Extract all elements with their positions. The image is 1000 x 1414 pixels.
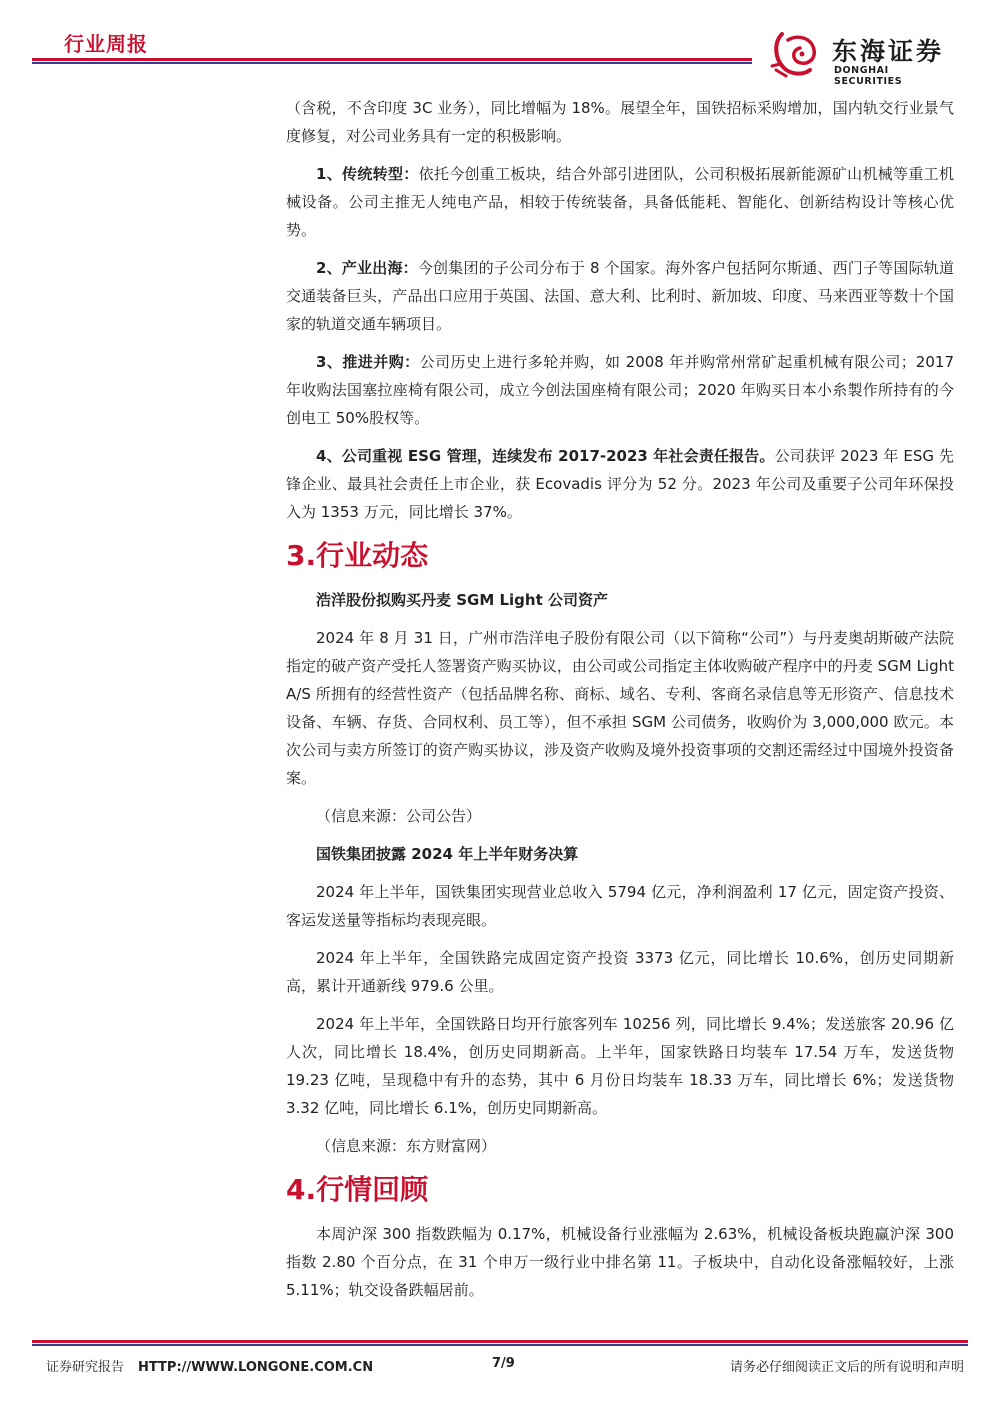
news-source: （信息来源：公司公告）	[316, 807, 482, 825]
footer-left	[46, 1356, 373, 1375]
news-title: 国铁集团披露 2024 年上半年财务决算	[316, 845, 579, 863]
list-item	[286, 254, 954, 338]
news-paragraph: 2024 年上半年，国铁集团实现营业总收入 5794 亿元，净利润盈利 17 亿元，固定资产投资、客运发送量等指标均表现亮眼。	[286, 883, 954, 929]
item-lead: 4、公司重视 ESG 管理，连续发布 2017-2023 年社会责任报告。	[316, 447, 775, 465]
news-source: （信息来源：东方财富网）	[316, 1137, 497, 1155]
list-item	[286, 160, 954, 244]
page-number: 7/9	[492, 1356, 515, 1371]
header-divider	[32, 58, 752, 64]
market-review-paragraph: 本周沪深 300 指数跌幅为 0.17%，机械设备行业涨幅为 2.63%，机械设备板块跑赢沪深 300 指数 2.80 个百分点，在 31 个申万一级行业中排名第 11。子板块中，自动化设备涨幅较好，上涨 5.11%；轨交设备跌幅居前。	[286, 1225, 954, 1299]
item-text: 公司获评 2023 年 ESG 先锋企业、最具社会责任上市企业，获 Ecovadis 评分为 52 分。2023 年公司及重要子公司年环保投入为 1353 万元，同比增长 37%。	[286, 447, 954, 521]
item-lead: 1、传统转型：	[316, 165, 419, 183]
intro-paragraph: （含税，不含印度 3C 业务），同比增幅为 18%。展望全年，国铁招标采购增加，国内轨交行业景气度修复，对公司业务具有一定的积极影响。	[286, 99, 954, 145]
dragon-logo-icon	[768, 26, 824, 82]
item-text: 今创集团的子公司分布于 8 个国家。海外客户包括阿尔斯通、西门子等国际轨道交通装备巨头，产品出口应用于英国、法国、意大利、比利时、新加坡、印度、马来西亚等数十个国家的轨道交通车辆项目。	[286, 259, 954, 333]
item-lead: 2、产业出海：	[316, 259, 418, 277]
news-title: 浩洋股份拟购买丹麦 SGM Light 公司资产	[316, 591, 608, 609]
footer-url-link[interactable]: HTTP://WWW.LONGONE.COM.CN	[138, 1360, 374, 1375]
section-heading-market-review: 4.行情回顾	[286, 1173, 429, 1206]
report-body	[286, 94, 954, 1314]
footer-disclaimer: 请务必仔细阅读正文后的所有说明和声明	[729, 1360, 964, 1375]
company-logo	[768, 26, 948, 87]
item-lead: 3、推进并购：	[316, 353, 420, 371]
item-text: 依托今创重工板块，结合外部引进团队，公司积极拓展新能源矿山机械等重工机械设备。公司主推无人纯电产品，相较于传统装备，具备低能耗、智能化、创新结构设计等核心优势。	[286, 165, 954, 239]
logo-chinese-name: 东海证券	[832, 37, 945, 66]
section-heading-industry-news: 3.行业动态	[286, 539, 429, 572]
item-text: 公司历史上进行多轮并购，如 2008 年并购常州常矿起重机械有限公司；2017 年收购法国塞拉座椅有限公司，成立今创法国座椅有限公司；2020 年购买日本小糸製作所持有的今创电工 50%股权等。	[286, 353, 954, 427]
footer-report-label: 证券研究报告	[46, 1360, 125, 1375]
list-item	[286, 442, 954, 526]
list-item	[286, 348, 954, 432]
news-paragraph: 2024 年 8 月 31 日，广州市浩洋电子股份有限公司（以下简称“公司”）与丹麦奥胡斯破产法院指定的破产资产受托人签署资产购买协议，由公司或公司指定主体收购破产程序中的丹麦 SGM Light A/S 所拥有的经营性资产（包括品牌名称、商标、域名、专利、客商名录信息等无形资产、信息技术设备、车辆、存货、合同权利、员工等），但不承担 SGM 公司债务，收购价为 3,000,000 欧元。本次公司与卖方所签订的资产购买协议，涉及资产收购及境外投资事项的交割还需经过中国境外投资备案。	[286, 629, 954, 787]
logo-english-name: DONGHAI SECURITIES	[834, 65, 903, 87]
news-paragraph: 2024 年上半年，全国铁路日均开行旅客列车 10256 列，同比增长 9.4%；发送旅客 20.96 亿人次，同比增长 18.4%，创历史同期新高。上半年，国家铁路日均装车 17.54 万车，发送货物 19.23 亿吨，呈现稳中有升的态势，其中 6 月份日均装车 18.33 万车，同比增长 6%；发送货物 3.32 亿吨，同比增长 6.1%，创历史同期新高。	[286, 1015, 954, 1117]
footer-divider	[32, 1340, 968, 1346]
report-type-title: 行业周报	[64, 32, 148, 56]
news-paragraph: 2024 年上半年，全国铁路完成固定资产投资 3373 亿元，同比增长 10.6%，创历史同期新高，累计开通新线 979.6 公里。	[286, 949, 954, 995]
